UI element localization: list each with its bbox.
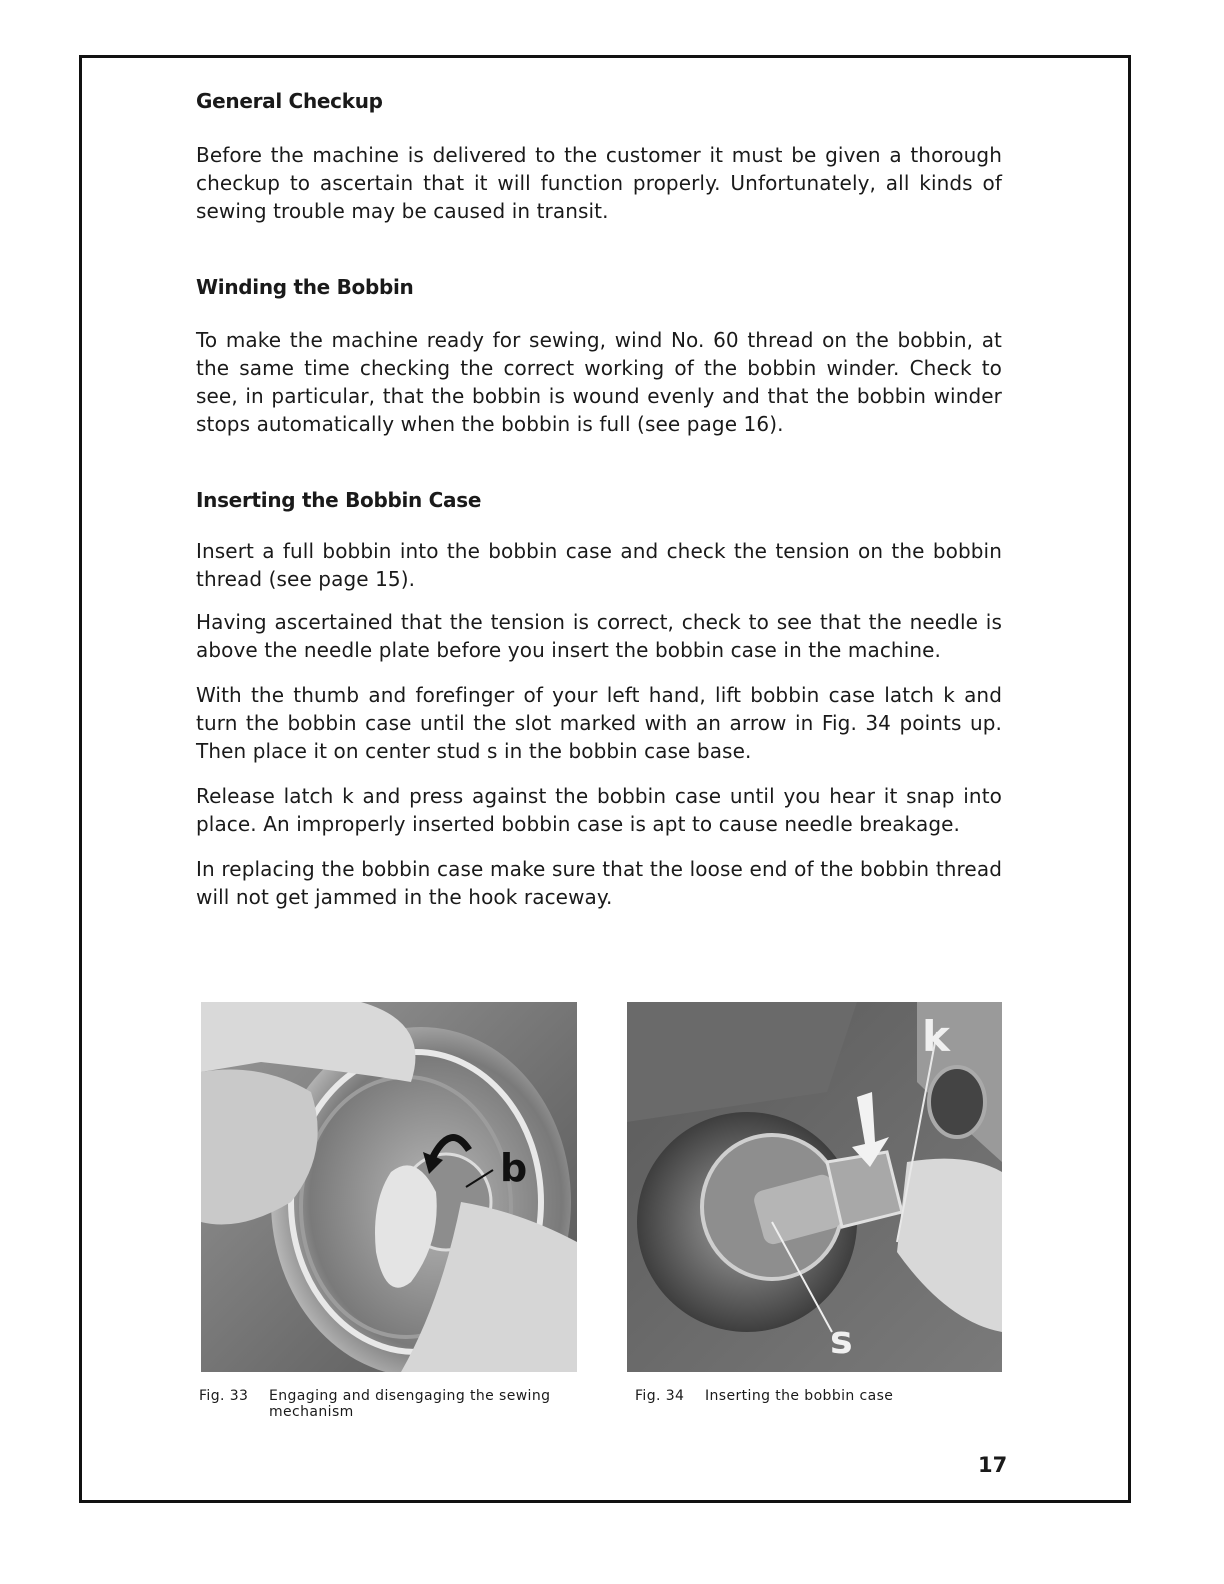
paragraph: Having ascertained that the tension is correct, check to see that the needle is above the needle plate before you insert the bobbin case in the machine. bbox=[196, 610, 1002, 662]
section-heading-inserting-bobbin-case: Inserting the Bobbin Case bbox=[196, 488, 482, 512]
figure-34-label-s: s bbox=[830, 1318, 853, 1362]
paragraph: Before the machine is delivered to the customer it must be given a thorough checkup to ascertain that it will function properly. Unfortunately, all kinds of sewing trouble may be caused in transit. bbox=[196, 143, 1002, 223]
figure-caption-text: Engaging and disengaging the sewing mechanism bbox=[269, 1388, 551, 1420]
paragraph: Insert a full bobbin into the bobbin case and check the tension on the bobbin thread (see page 15). bbox=[196, 539, 1002, 591]
figure-33-caption bbox=[199, 1388, 599, 1420]
page-number: 17 bbox=[978, 1453, 1008, 1477]
figure-34-caption bbox=[635, 1388, 955, 1404]
section-heading-general-checkup: General Checkup bbox=[196, 89, 383, 113]
paragraph: Release latch k and press against the bobbin case until you hear it snap into place. An improperly inserted bobbin case is apt to cause needle breakage. bbox=[196, 784, 1002, 836]
figure-number: Fig. 33 bbox=[199, 1388, 249, 1404]
figure-number: Fig. 34 bbox=[635, 1388, 685, 1404]
figure-34-label-k: k bbox=[922, 1012, 950, 1061]
paragraph: With the thumb and forefinger of your left hand, lift bobbin case latch k and turn the bobbin case until the slot marked with an arrow in Fig. 34 points up. Then place it on center stud s in the bobbin case base. bbox=[196, 683, 1002, 763]
paragraph: In replacing the bobbin case make sure that the loose end of the bobbin thread will not get jammed in the hook raceway. bbox=[196, 857, 1002, 909]
figure-caption-text: Inserting the bobbin case bbox=[705, 1388, 894, 1404]
paragraph: To make the machine ready for sewing, wind No. 60 thread on the bobbin, at the same time checking the correct working of the bobbin winder. Check to see, in particular, that the bobbin is wound evenly and that the bobbin winder stops automatically when the bobbin is full (see page 16). bbox=[196, 328, 1002, 436]
section-heading-winding-bobbin: Winding the Bobbin bbox=[196, 275, 414, 299]
figure-33-label-b: b bbox=[500, 1146, 528, 1190]
